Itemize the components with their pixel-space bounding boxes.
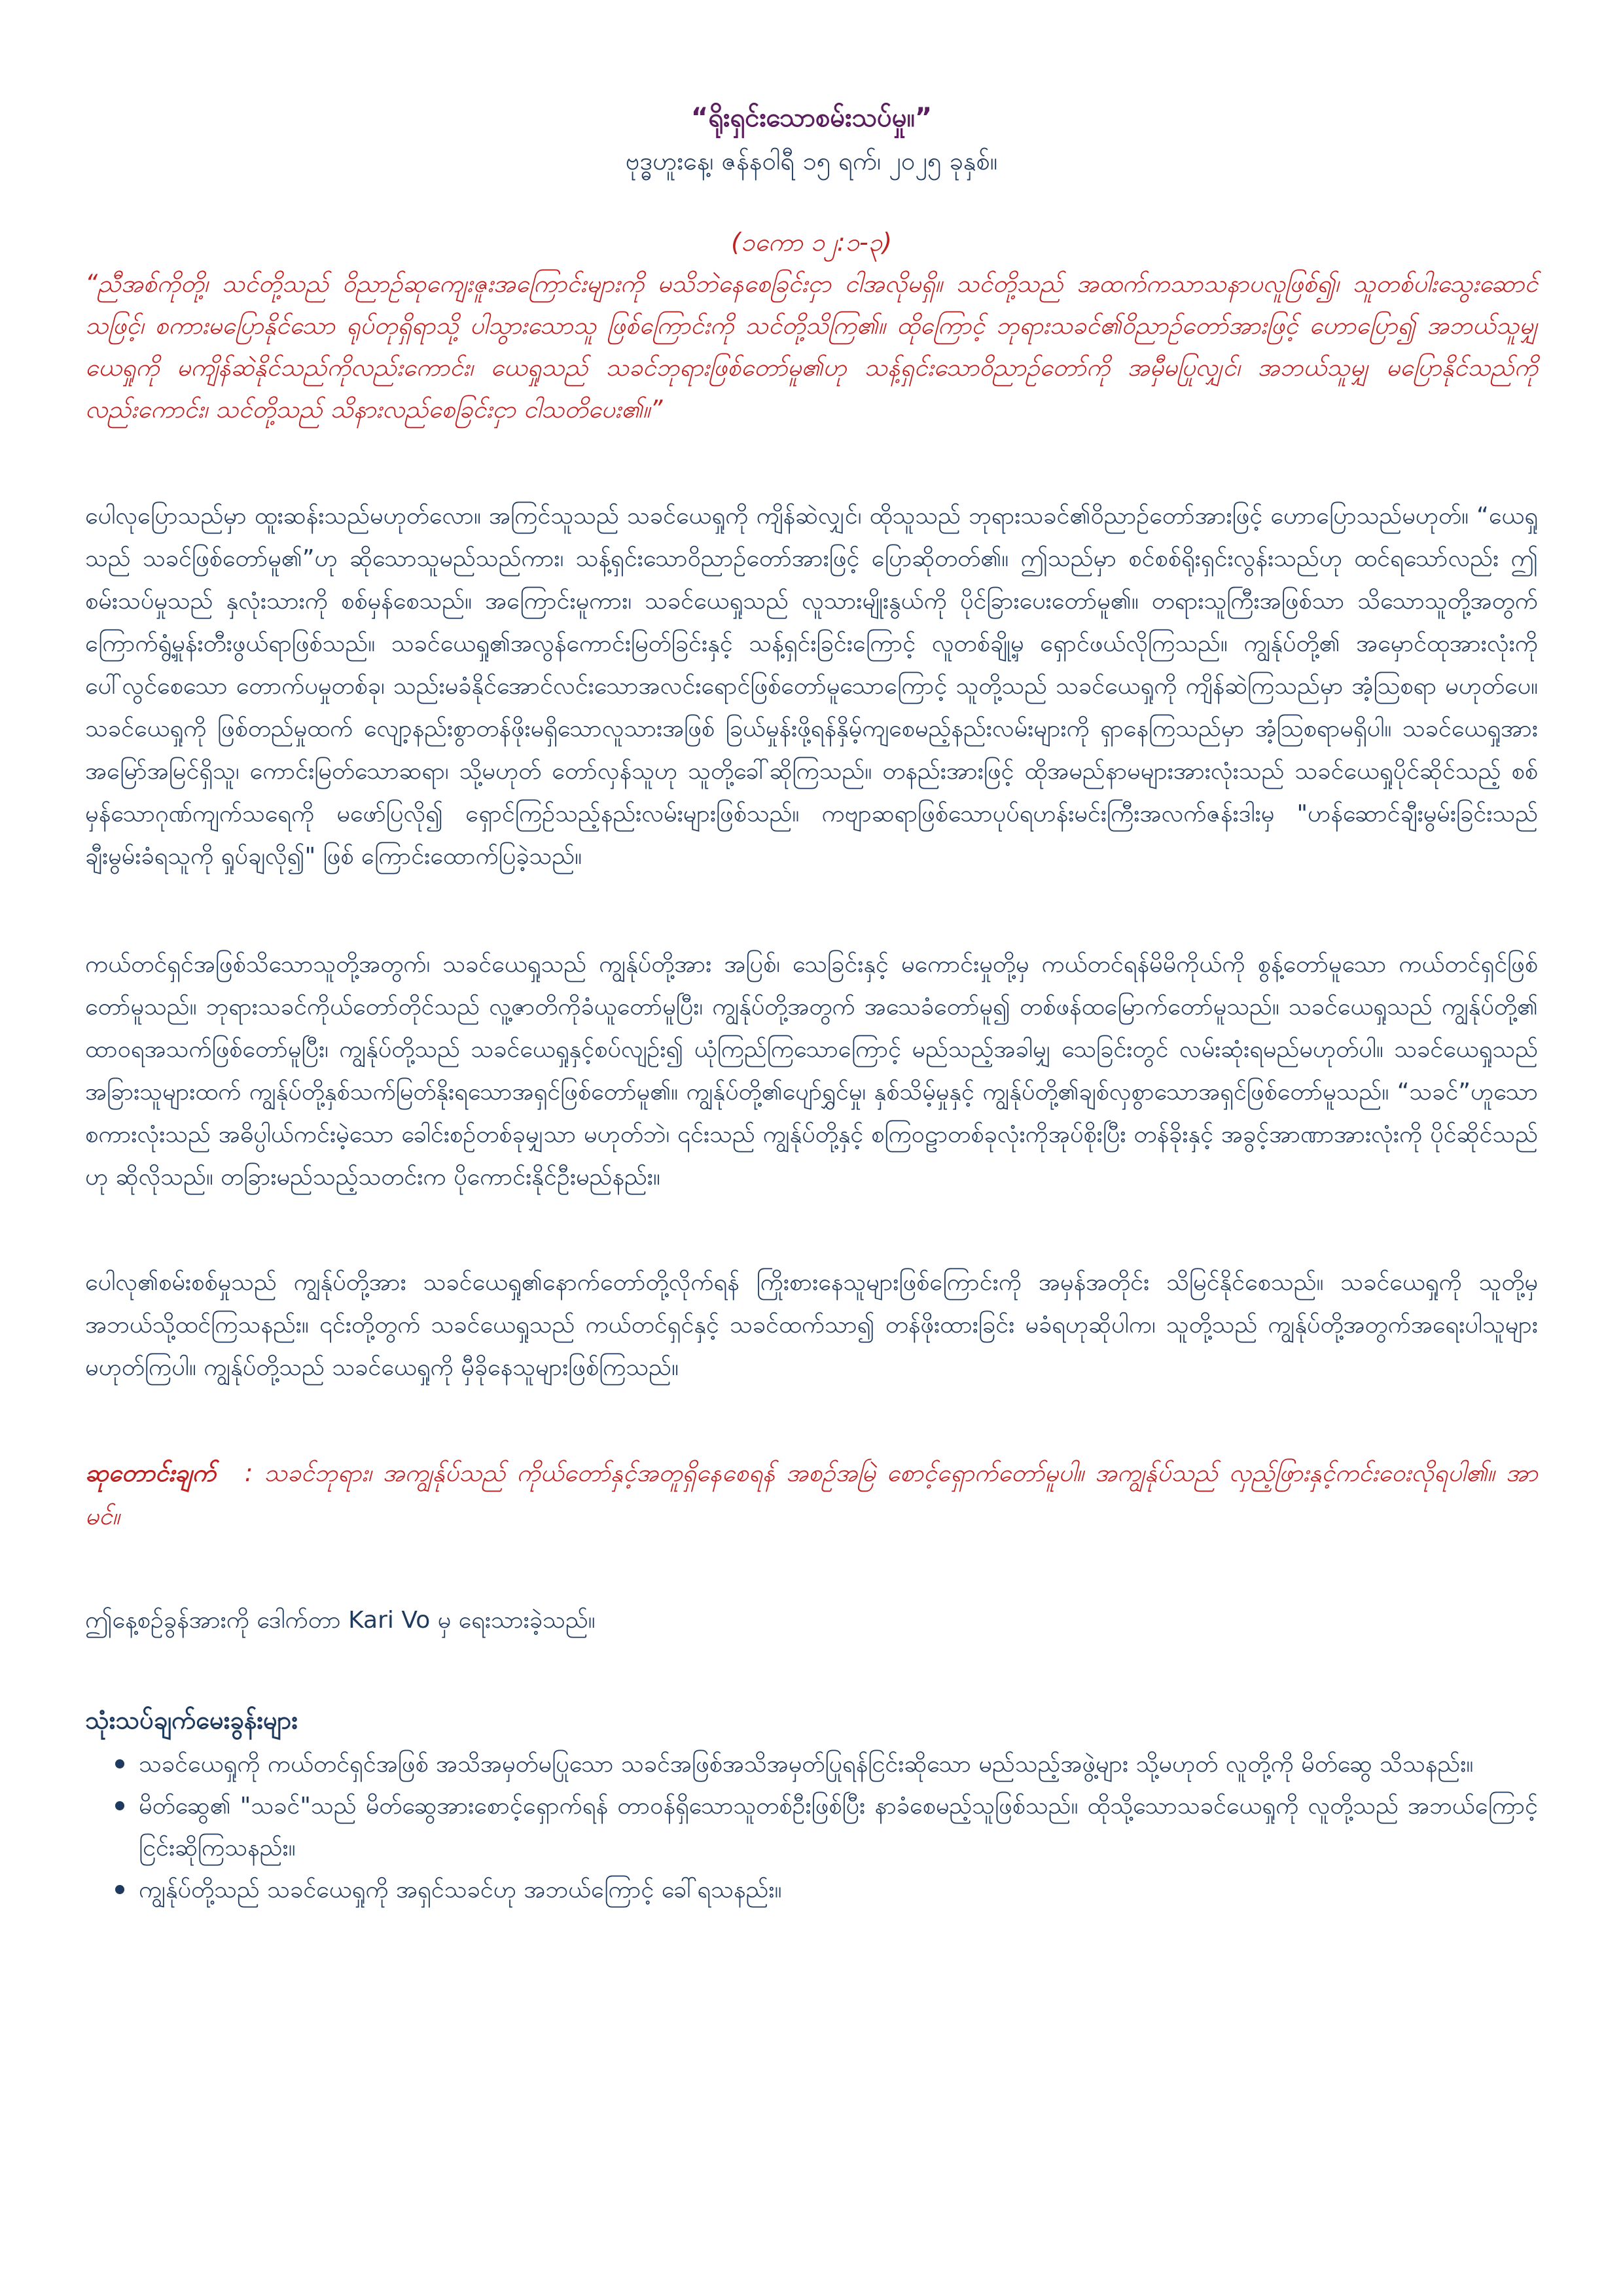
bullet-icon xyxy=(115,1801,124,1810)
prayer-text: : သခင်ဘုရား၊ အကျွန်ုပ်သည် ကိုယ်တော်နှင့်အတူရှိနေစေရန် အစဉ်အမြဲ စောင့်ရှောက်တော်မူပါ။ အကျွန်ုပ်သည် လှည့်ဖြားနှင့်ကင်းဝေးလိုရပါ၏။ အာမင်။ xyxy=(85,1459,1538,1530)
reflection-item-text: ကျွန်ုပ်တို့သည် သခင်ယေရှုကို အရှင်သခင်ဟု အဘယ်ကြောင့် ခေါ်ရသနည်း။ xyxy=(139,1876,782,1903)
reflection-item-text: သခင်ယေရှုကို ကယ်တင်ရှင်အဖြစ် အသိအမှတ်မပြုသော သခင်အဖြစ်အသိအမှတ်ပြုရန်ငြင်းဆိုသော မည်သည့်အဖွဲ့များ သို့မဟုတ် လူတို့ကို မိတ်ဆွေ သိသနည်း။ xyxy=(139,1751,1474,1778)
reflection-item-text: မိတ်ဆွေ၏ "သခင်"သည် မိတ်ဆွေအားစောင့်ရှောက်ရန် တာဝန်ရှိသောသူတစ်ဦးဖြစ်ပြီး နာခံစေမည့်သူဖြစ်သည်။ ထိုသို့သောသခင်ယေရှုကို လူတို့သည် အဘယ်ကြောင့် ငြင်းဆိုကြသနည်း။ xyxy=(139,1793,1538,1861)
body-paragraph-2: ကယ်တင်ရှင်အဖြစ်သိသောသူတို့အတွက်၊ သခင်ယေရှုသည် ကျွန်ုပ်တို့အား အပြစ်၊ သေခြင်းနှင့် မကောင်းမှုတို့မှ ကယ်တင်ရန်မိမိကိုယ်ကို စွန့်တော်မူသော ကယ်တင်ရှင်ဖြစ်တော်မူသည်။ ဘုရားသခင်ကိုယ်တော်တိုင်သည် လူ့ဇာတိကိုခံယူတော်မူပြီး၊ ကျွန်ုပ်တို့အတွက် အသေခံတော်မူ၍ တစ်ဖန်ထမြောက်တော်မူသည်။ သခင်ယေရှုသည် ကျွန်ုပ်တို့၏ ထာဝရအသက်ဖြစ်တော်မူပြီး၊ ကျွန်ုပ်တို့သည် သခင်ယေရှုနှင့်စပ်လျဉ်း၍ ယုံကြည်ကြသောကြောင့် မည်သည့်အခါမျှ သေခြင်းတွင် လမ်းဆုံးရမည်မဟုတ်ပါ။ သခင်ယေရှုသည် အခြားသူများထက် ကျွန်ုပ်တို့နှစ်သက်မြတ်နိုးရသောအရှင်ဖြစ်တော်မူ၏။ ကျွန်ုပ်တို့၏ပျော်ရွှင်မှု၊ နှစ်သိမ့်မှုနှင့် ကျွန်ုပ်တို့၏ချစ်လှစွာသောအရှင်ဖြစ်တော်မူသည်။ “သခင်”ဟူသော စကားလုံးသည် အဓိပ္ပါယ်ကင်းမဲ့သော ခေါင်းစဉ်တစ်ခုမျှသာ မဟုတ်ဘဲ၊ ၎င်းသည် ကျွန်ုပ်တို့နှင့် စကြဝဠာတစ်ခုလုံးကိုအုပ်စိုးပြီး တန်ခိုးနှင့် အခွင့်အာဏာအားလုံးကို ပိုင်ဆိုင်သည်ဟု ဆိုလိုသည်။ တခြားမည်သည့်သတင်းက ပိုကောင်းနိုင်ဦးမည်နည်း။ xyxy=(85,951,1538,1191)
reflection-item xyxy=(85,1869,1538,1911)
body-paragraph-1: ပေါလုပြောသည်မှာ ထူးဆန်းသည်မဟုတ်လော။ အကြင်သူသည် သခင်ယေရှုကို ကျိန်ဆဲလျှင်၊ ထိုသူသည် ဘုရားသခင်၏ဝိညာဉ်တော်အားဖြင့် ဟောပြောသည်မဟုတ်။ “ယေရှုသည် သခင်ဖြစ်တော်မူ၏”ဟု ဆိုသောသူမည်သည်ကား၊ သန့်ရှင်းသောဝိညာဉ်တော်အားဖြင့် ပြောဆိုတတ်၏။ ဤသည်မှာ စင်စစ်ရိုးရှင်းလွန်းသည်ဟု ထင်ရသော်လည်း ဤစမ်းသပ်မှုသည် နှလုံးသားကို စစ်မှန်စေသည်။ အကြောင်းမူကား၊ သခင်ယေရှုသည် လူသားမျိုးနွယ်ကို ပိုင်ခြားပေးတော်မူ၏။ တရားသူကြီးအဖြစ်သာ သိသောသူတို့အတွက် ကြောက်ရွံ့မှုန်းတီးဖွယ်ရာဖြစ်သည်။ သခင်ယေရှု၏အလွန်ကောင်းမြတ်ခြင်းနှင့် သန့်ရှင်းခြင်းကြောင့် လူတစ်ချို့မှ ရှောင်ဖယ်လိုကြသည်။ ကျွန်ုပ်တို့၏ အမှောင်ထုအားလုံးကို ပေါ်လွင်စေသော တောက်ပမှုတစ်ခု၊ သည်းမခံနိုင်အောင်လင်းသောအလင်းရောင်ဖြစ်တော်မူသောကြောင့် သူတို့သည် သခင်ယေရှုကို ကျိန်ဆဲကြသည်မှာ အံ့သြစရာ မဟုတ်ပေ။ သခင်ယေရှုကို ဖြစ်တည်မှုထက် လျော့နည်းစွာတန်ဖိုးမရှိသောလူသားအဖြစ် ခြယ်မှုန်းဖို့ရန်နှိမ့်ကျစေမည့်နည်းလမ်းများကို ရှာနေကြသည်မှာ အံ့သြစရာမရှိပါ။ သခင်ယေရှုအား အမြော်အမြင်ရှိသူ၊ ကောင်းမြတ်သောဆရာ၊ သို့မဟုတ် တော်လှန်သူဟု သူတို့ခေါ်ဆိုကြသည်။ တနည်းအားဖြင့် ထိုအမည်နာမများအားလုံးသည် သခင်ယေရှုပိုင်ဆိုင်သည့် စစ်မှန်သောဂုဏ်ကျက်သရေကို မဖော်ပြလို၍ ရှောင်ကြဉ်သည့်နည်းလမ်းများဖြစ်သည်။ ကဗျာဆရာဖြစ်သောပုပ်ရဟန်းမင်းကြီးအလက်ဇန်းဒါးမှ "ဟန်ဆောင်ချီးမွမ်းခြင်းသည် ချီးမွမ်းခံရသူကို ရှုပ်ချလို၍" ဖြစ် ကြောင်းထောက်ပြခဲ့သည်။ xyxy=(85,503,1538,870)
author-line: ဤနေ့စဉ်ခွန်အားကို ဒေါက်တာ Kari Vo မှ ရေးသားခဲ့သည်။ xyxy=(85,1607,596,1634)
reflection-heading: သုံးသပ်ချက်မေးခွန်းများ xyxy=(85,1706,298,1734)
bullet-icon xyxy=(115,1759,124,1768)
prayer xyxy=(85,1452,1538,1538)
scripture-text: “ညီအစ်ကိုတို့၊ သင်တို့သည် ဝိညာဉ်ဆုကျေးဇူးအကြောင်းများကို မသိဘဲနေစေခြင်းငှာ ငါအလိုမရှိ။ သင်တို့သည် အထက်ကသာသနာပလူဖြစ်၍၊ သူတစ်ပါးသွေးဆောင်သဖြင့်၊ စကားမပြောနိုင်သော ရုပ်တုရှိရာသို့ ပါသွားသောသူ ဖြစ်ကြောင်းကို သင်တို့သိကြ၏။ ထိုကြောင့် ဘုရားသခင်၏ဝိညာဉ်တော်အားဖြင့် ဟောပြော၍ အဘယ်သူမျှ ယေရှုကို မကျိန်ဆဲနိုင်သည်ကိုလည်းကောင်း၊ ယေရှုသည် သခင်ဘုရားဖြစ်တော်မူ၏ဟု သန့်ရှင်းသောဝိညာဉ်တော်ကို အမှီမပြုလျှင်၊ အဘယ်သူမျှ မပြောနိုင်သည်ကိုလည်းကောင်း၊ သင်တို့သည် သိနားလည်စေခြင်းငှာ ငါသတိပေး၏။” xyxy=(85,270,1538,423)
prayer-label: ဆုတောင်းချက် xyxy=(85,1459,216,1487)
reflection-item xyxy=(85,1785,1538,1869)
page-title: “ရိုးရှင်းသောစမ်းသပ်မှု။” xyxy=(690,103,933,133)
date-line: ဗုဒ္ဓဟူးနေ့၊ ဇန်နဝါရီ ၁၅ ရက်၊ ၂၀၂၅ ခုနှစ်။ xyxy=(625,147,998,175)
body-paragraph-3: ပေါလု၏စမ်းစစ်မှုသည် ကျွန်ုပ်တို့အား သခင်ယေရှု၏နောက်တော်တို့လိုက်ရန် ကြိုးစားနေသူများဖြစ်ကြောင်းကို အမှန်အတိုင်း သိမြင်နိုင်စေသည်။ သခင်ယေရှုကို သူတို့မှ အဘယ်သို့ထင်ကြသနည်း။ ၎င်းတို့တွက် သခင်ယေရှုသည် ကယ်တင်ရှင်နှင့် သခင်ထက်သာ၍ တန်ဖိုးထားခြင်း မခံရဟုဆိုပါက၊ သူတို့သည် ကျွန်ုပ်တို့အတွက်အရေးပါသူများမဟုတ်ကြပါ။ ကျွန်ုပ်တို့သည် သခင်ယေရှုကို မှီခိုနေသူများဖြစ်ကြသည်။ xyxy=(85,1269,1538,1381)
bullet-icon xyxy=(115,1885,124,1894)
scripture-reference: (၁ကော ၁၂:၁-၃) xyxy=(731,228,892,257)
reflection-item xyxy=(85,1744,1538,1785)
reflection-list xyxy=(85,1744,1538,1911)
